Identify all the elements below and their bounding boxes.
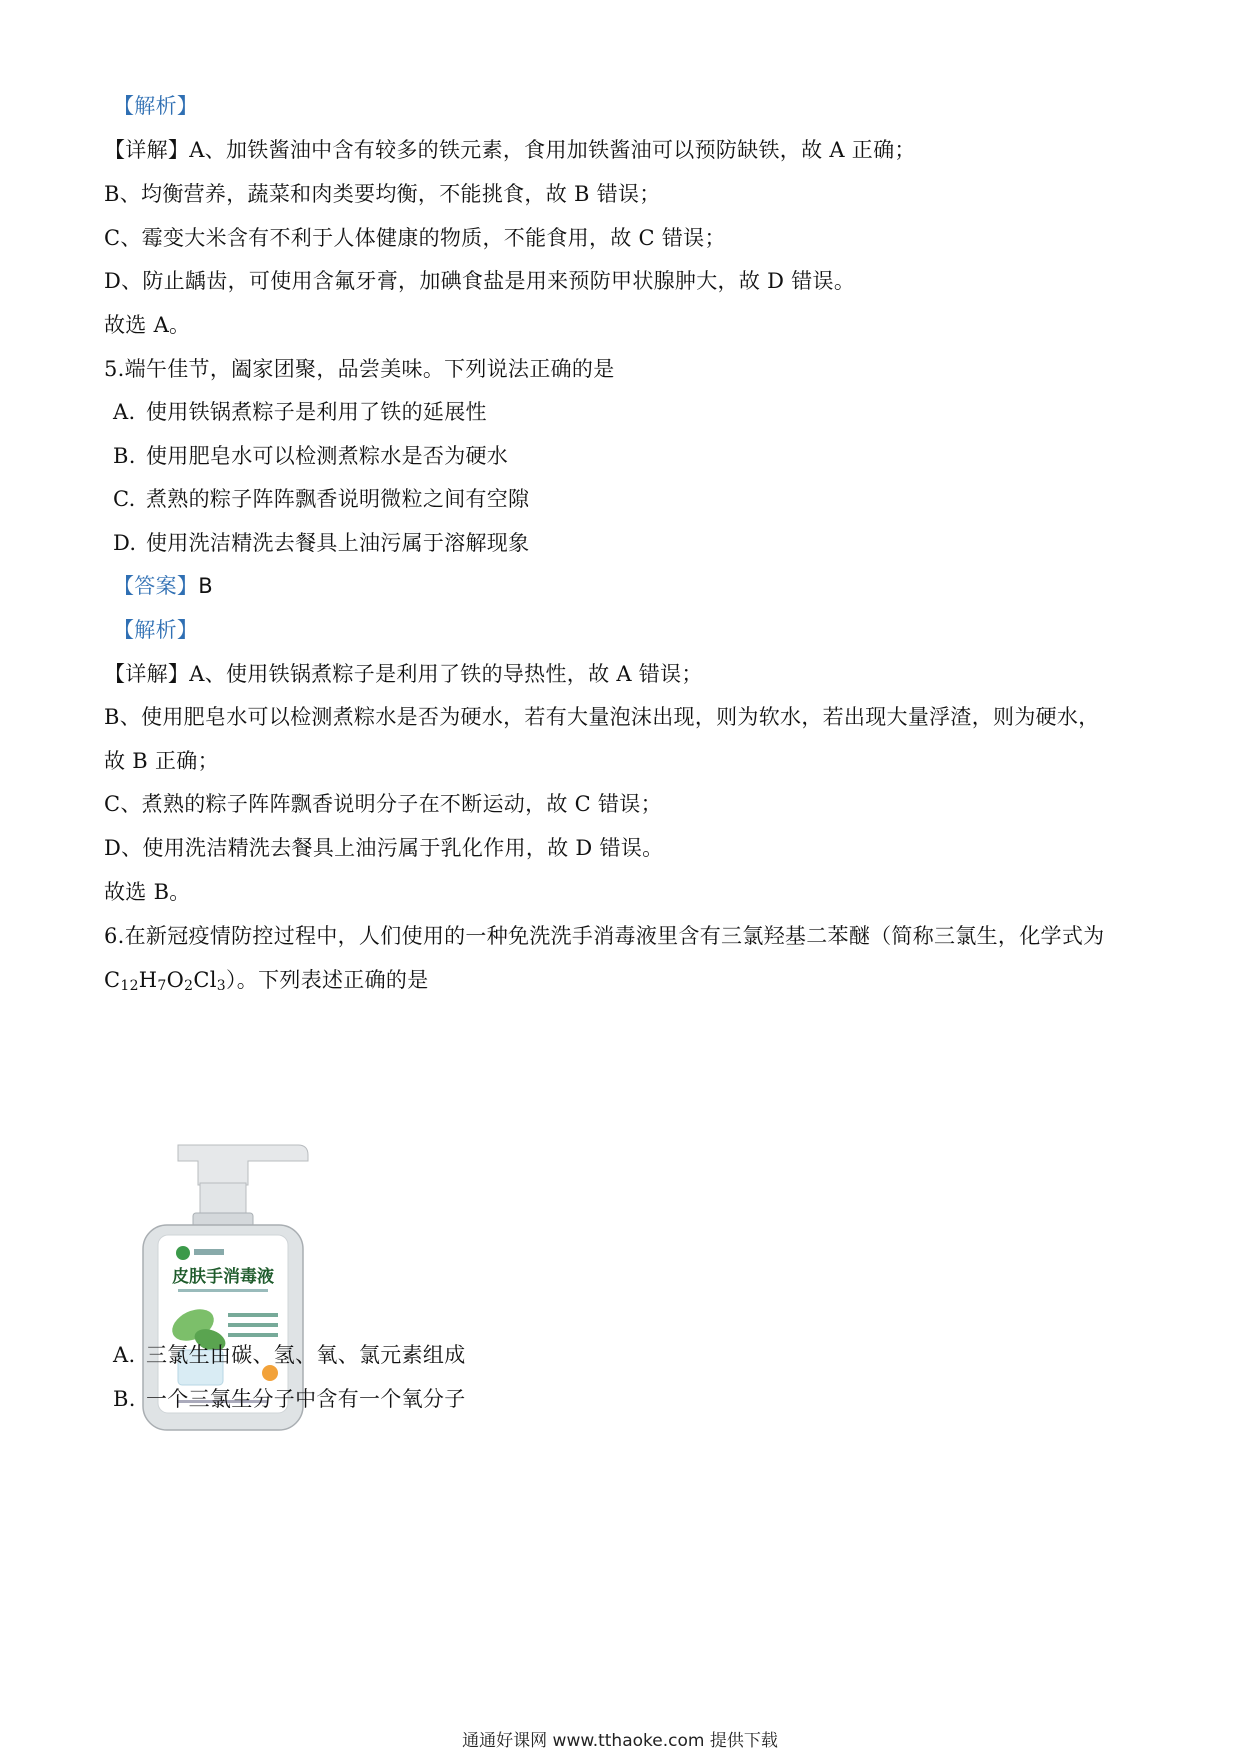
q5-detail-b: B、使用肥皂水可以检测煮粽水是否为硬水，若有大量泡沫出现，则为软水，若出现大量浮渣，则为硬水，: [104, 705, 1100, 729]
q5-option-c: [113, 485, 529, 513]
option-letter: A.: [113, 400, 136, 424]
option-letter: B.: [113, 444, 136, 468]
answer-value: B: [198, 574, 213, 598]
q5-detail-b-cont: 故 B 正确；: [104, 749, 219, 773]
analysis-heading: [113, 92, 198, 120]
detail-text: A、使用铁锅煮粽子是利用了铁的导热性，故 A 错误；: [189, 662, 703, 686]
detail-line-b: B、均衡营养，蔬菜和肉类要均衡，不能挑食，故 B 错误；: [104, 182, 661, 206]
detail-line-a: [104, 136, 916, 164]
option-text: 使用肥皂水可以检测煮粽水是否为硬水: [146, 444, 509, 468]
q5-analysis-heading: [113, 616, 198, 644]
detail-text: A、加铁酱油中含有较多的铁元素，食用加铁酱油可以预防缺铁，故 A 正确；: [189, 138, 916, 162]
answer-tag: 【答案】: [113, 574, 199, 598]
option-letter: D.: [113, 531, 137, 555]
detail-tag: 【详解】: [104, 662, 190, 686]
option-text: 使用洗洁精洗去餐具上油污属于溶解现象: [146, 531, 530, 555]
detail-line-c: C、霉变大米含有不利于人体健康的物质，不能食用，故 C 错误；: [104, 226, 726, 250]
q5-detail-a: [104, 660, 703, 688]
stem-tail: ）。下列表述正确的是: [226, 968, 429, 992]
option-text: 三氯生由碳、氢、氧、氯元素组成: [146, 1343, 466, 1367]
question-6-stem: 6.在新冠疫情防控过程中，人们使用的一种免洗洗手消毒液里含有三氯羟基二苯醚（简称三氯生，化学式为: [104, 924, 1105, 948]
option-letter: C.: [113, 487, 136, 511]
q5-detail-c: C、煮熟的粽子阵阵飘香说明分子在不断运动，故 C 错误；: [104, 792, 662, 816]
detail-tag: 【详解】: [104, 138, 190, 162]
q5-answer: [113, 572, 213, 600]
option-letter: B.: [113, 1387, 136, 1411]
formula: $C_{12}H_7O_2Cl_3$: [104, 968, 226, 994]
product-label-text: 皮肤手消毒液: [172, 1267, 274, 1287]
q5-detail-d: D、使用洗洁精洗去餐具上油污属于乳化作用，故 D 错误。: [104, 836, 664, 860]
q6-option-a: [113, 1341, 466, 1369]
q5-conclusion: 故选 B。: [104, 880, 191, 904]
option-letter: A.: [113, 1343, 136, 1367]
q6-option-b: [113, 1385, 466, 1413]
conclusion-line: 故选 A。: [104, 313, 191, 337]
q5-option-b: [113, 442, 508, 470]
analysis-tag: 【解析】: [113, 618, 199, 642]
analysis-tag: 【解析】: [113, 94, 199, 118]
q5-option-d: [113, 529, 529, 557]
option-text: 使用铁锅煮粽子是利用了铁的延展性: [146, 400, 487, 424]
detail-line-d: D、防止龋齿，可使用含氟牙膏，加碘食盐是用来预防甲状腺肿大，故 D 错误。: [104, 269, 856, 293]
q5-option-a: [113, 398, 487, 426]
option-text: 煮熟的粽子阵阵飘香说明微粒之间有空隙: [146, 487, 530, 511]
page-footer: 通通好课网 www.tthaoke.com 提供下载: [462, 1731, 778, 1751]
option-text: 一个三氯生分子中含有一个氧分子: [146, 1387, 466, 1411]
question-5-stem: 5.端午佳节，阖家团聚，品尝美味。下列说法正确的是: [104, 357, 615, 381]
question-6-formula-line: [104, 966, 429, 994]
